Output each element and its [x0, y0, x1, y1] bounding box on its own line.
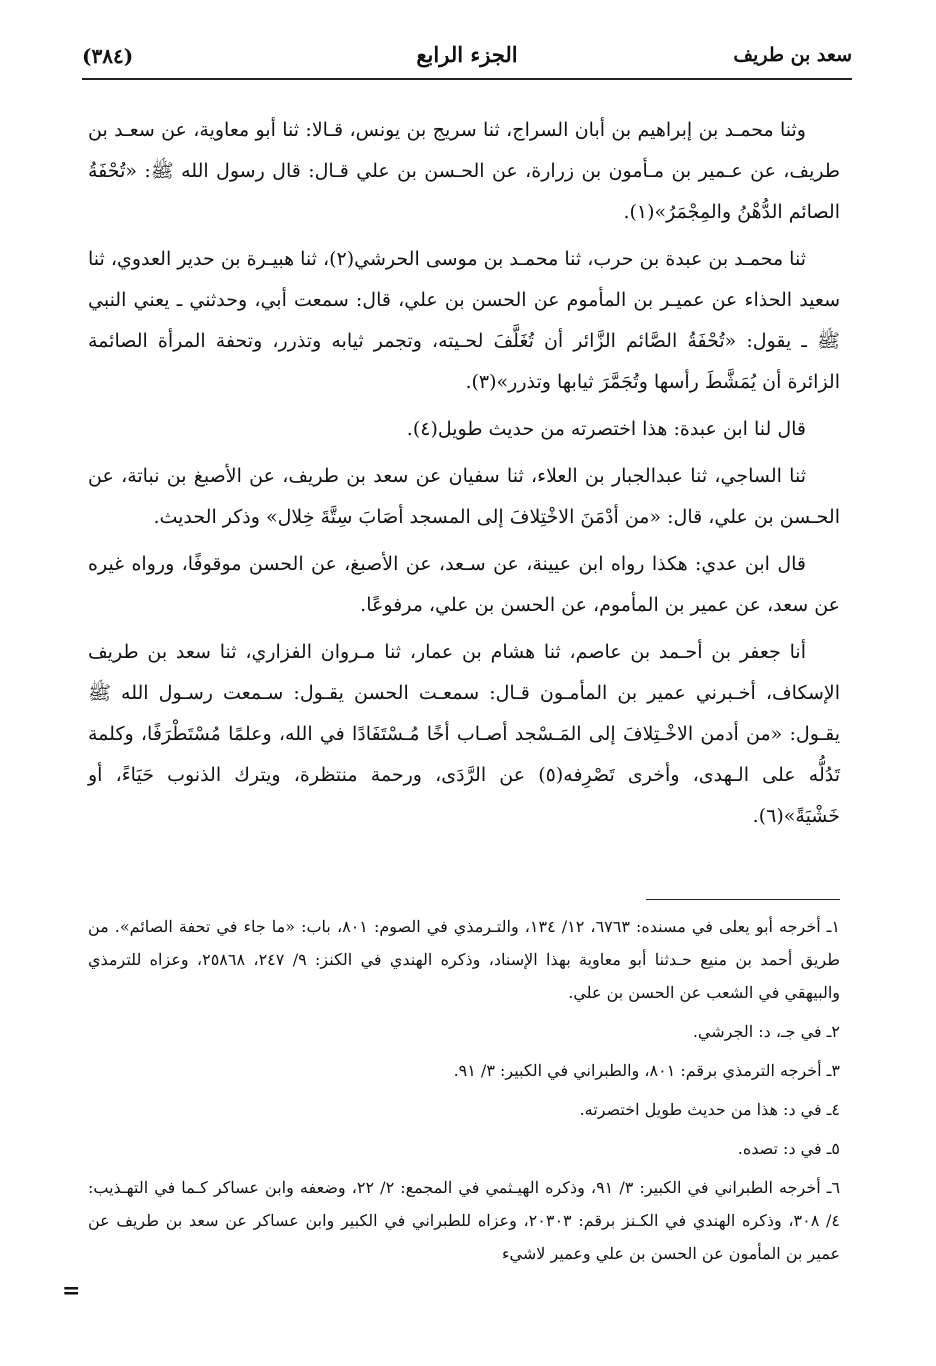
paragraph: ثنا محمـد بن عبدة بن حرب، ثنا محمـد بن موسى الحرشي(٢)، ثنا هبيـرة بن حدير العدوي، ثنا سعيد الحذاء عن عميـر بن المأموم عن الحسن بن علي، قال: سمعت أبي، وحدثني ـ يعني النبي ﷺ ـ يقول: «تُحْفَةُ الصَّائم الزَّائر أن تُغَلَّفَ لحـيته، وتجمر ثيابه وتذرر، وتحفة المرأة الصائمة الزائرة أن يُمَشَّطَ رأسها وتُجَمَّرَ ثيابها وتذرر»(٣). — [88, 248, 840, 393]
footnote: ٢ـ في جـ، د: الجرشي. — [692, 1022, 840, 1041]
footnote: ٥ـ في د: تصده. — [737, 1139, 840, 1158]
page-number: (٣٨٤) — [82, 44, 134, 68]
main-text — [88, 110, 840, 843]
paragraph: ثنا الساجي، ثنا عبدالجبار بن العلاء، ثنا سفيان عن سعد بن طريف، عن الأصبغ بن نباتة، عن الحـسن بن علي، قال: «من أدْمَنَ الاخْتِلافَ إلى المسجد أصَابَ سِتَّةَ خِلال» وذكر الحديث. — [88, 465, 840, 528]
footnote: ٦ـ أخرجه الطبراني في الكبير: ٣/ ٩١، وذكره الهيـثمي في المجمع: ٢/ ٢٢، وضعفه وابن عساكر كـما في التهـذيب: ٤/ ٣٠٨، وذكره الهندي في الكـنز برقم: ٢٠٣٠٣، وعزاه للطبراني في الكبير وابن عساكر عن سعد بن طريف عن عمير بن المأمون عن الحسن بن علي وعمير لاشيء — [88, 1178, 841, 1263]
continuation-mark: = — [62, 1278, 81, 1304]
book-title: سعد بن طريف — [733, 44, 852, 66]
footnotes — [88, 910, 840, 1276]
footnote: ١ـ أخرجه أبو يعلى في مسنده: ٦٧٦٣، ١٢/ ١٣٤، والتـرمذي في الصوم: ٨٠١، باب: «ما جاء في تحفة الصائم». من طريق أحمد بن منيع حـدثنا أبو معاوية بهذا الإسناد، وذكره الهندي في الكنز: ٩/ ٢٤٧، ٢٥٨٦٨، وعزاه للترمذي والبيهقي في الشعب عن الحسن بن علي. — [88, 917, 841, 1002]
footnote: ٣ـ أخرجه الترمذي برقم: ٨٠١، والطبراني في الكبير: ٣/ ٩١. — [453, 1061, 840, 1080]
paragraph: أنا جعفر بن أحـمد بن عاصم، ثنا هشام بن عمار، ثنا مـروان الفزاري، ثنا سعد بن طريف الإسكاف، أخـبرني عمير بن المأمـون قـال: سمعـت الحسن يقـول: سـمعت رسـول الله ﷺ يقـول: «من أدمن الاخْـتِلافَ إلى المَـسْجد أصـاب أخًا مُـسْتَفَادًا في الله، وعلمًا مُسْتَطْرَفًا، وكلمة تَدُلُّه على الـهدى، وأخرى تَصْرِفه(٥) عن الرَّدَى، ورحمة منتظرة، ويترك الذنوب حَيَاءً، أو خَشْيَةً»(٦). — [88, 641, 840, 827]
volume-title: الجزء الرابع — [416, 42, 518, 67]
running-header — [82, 40, 852, 80]
footnote: ٤ـ في د: هذا من حديث طويل اختصرته. — [579, 1100, 840, 1119]
paragraph: قال لنا ابن عبدة: هذا اختصرته من حديث طويل(٤). — [406, 418, 806, 440]
footnote-separator — [646, 899, 840, 900]
paragraph: قال ابن عدي: هكذا رواه ابن عيينة، عن سـعد، عن الأصبغ، عن الحسن موقوفًا، ورواه غيره عن سعد، عن عمير بن المأموم، عن الحسن بن علي، مرفوعًا. — [88, 553, 840, 616]
paragraph: وثنا محمـد بن إبراهيم بن أبان السراج، ثنا سريج بن يونس، قـالا: ثنا أبو معاوية، عن سعـد بن طريف، عن عـمير بن مـأمون بن زرارة، عن الحـسن بن علي قـال: قال رسول الله ﷺ: «تُحْفَةُ الصائم الدُّهْنُ والمِجْمَرُ»(١). — [88, 119, 840, 223]
